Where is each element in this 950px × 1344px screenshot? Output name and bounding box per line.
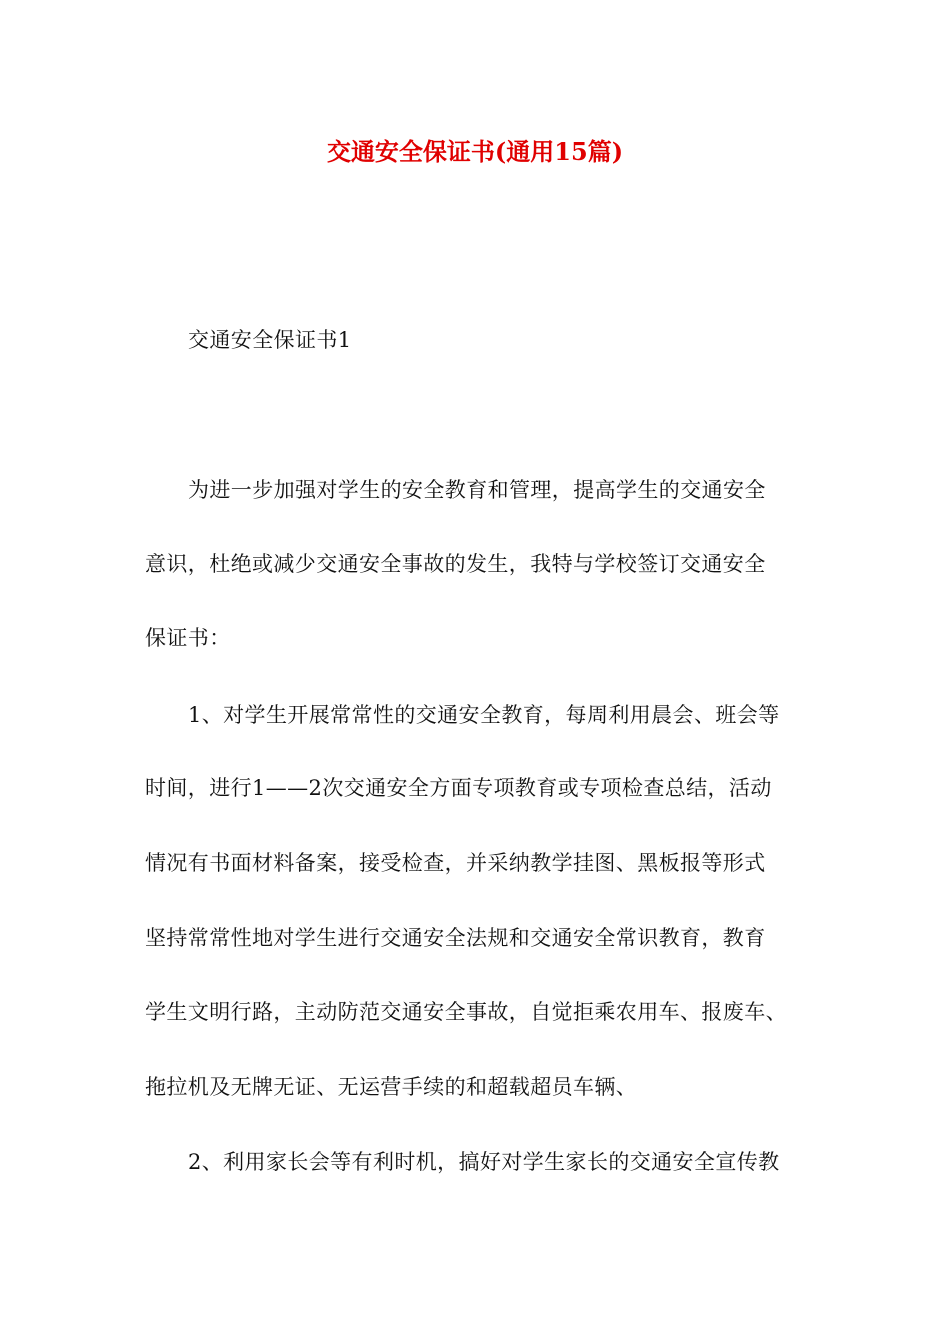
paragraph-line: 学生文明行路，主动防范交通安全事故，自觉拒乘农用车、报废车、 xyxy=(145,1000,787,1024)
paragraph-line: 1、对学生开展常常性的交通安全教育，每周利用晨会、班会等 xyxy=(188,703,780,727)
paragraph-line: 坚持常常性地对学生进行交通安全法规和交通安全常识教育，教育 xyxy=(145,926,766,950)
paragraph-line: 2、利用家长会等有利时机，搞好对学生家长的交通安全宣传教 xyxy=(188,1150,780,1174)
paragraph-line: 为进一步加强对学生的安全教育和管理，提高学生的交通安全 xyxy=(188,478,766,502)
paragraph-line: 情况有书面材料备案，接受检查，并采纳教学挂图、黑板报等形式 xyxy=(145,851,766,875)
paragraph-line: 意识，杜绝或减少交通安全事故的发生，我特与学校签订交通安全 xyxy=(145,552,766,576)
paragraph-line: 时间，进行1——2次交通安全方面专项教育或专项检查总结，活动 xyxy=(145,776,772,800)
paragraph-line: 保证书： xyxy=(145,626,231,650)
document-title: 交通安全保证书(通用15篇) xyxy=(326,137,624,166)
section-heading: 交通安全保证书1 xyxy=(188,328,352,352)
paragraph-line: 拖拉机及无牌无证、无运营手续的和超载超员车辆、 xyxy=(145,1075,638,1099)
